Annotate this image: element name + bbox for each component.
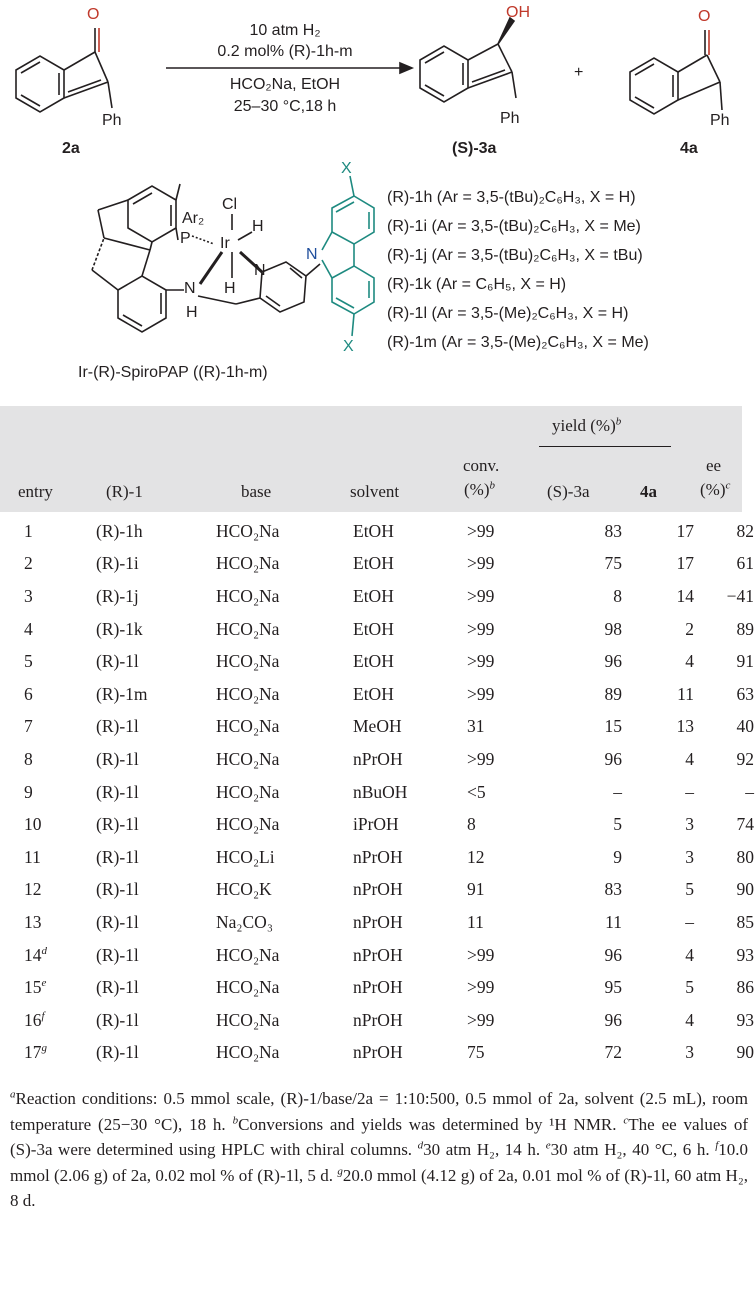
yield-4a-cell: 4 (685, 651, 694, 672)
ee-cell: 93 (736, 1009, 754, 1030)
product-benzene-ring (420, 46, 468, 102)
table-row (0, 776, 754, 809)
solvent-cell: EtOH (353, 683, 394, 704)
base-header: base (241, 482, 272, 501)
table-row (0, 906, 754, 939)
iridium-label: Ir (220, 235, 230, 252)
entry-cell: 13 (24, 911, 42, 932)
product-ph-label: Ph (500, 110, 520, 127)
ee-cell: 61 (736, 553, 754, 574)
entry-cell: 2 (24, 553, 33, 574)
catalyst-cell: (R)-1l (96, 781, 139, 802)
catalyst-lower-aryl (118, 276, 166, 332)
byproduct-ph-label: Ph (710, 112, 730, 129)
hydride-label-1: H (252, 218, 264, 235)
solvent-cell: nPrOH (353, 846, 403, 867)
catalyst-cell: (R)-1l (96, 716, 139, 737)
yield-3a-cell: 11 (605, 911, 622, 932)
pyridine-ring (260, 262, 306, 312)
entry-cell: 17$^g$ (24, 1042, 47, 1063)
yield-3a-cell: 96 (604, 748, 622, 769)
ee-unit-header: (%)$^c$ (700, 479, 731, 499)
base-cell: HCO₂K (216, 879, 272, 900)
catalyst-cell: (R)-1k (96, 618, 143, 639)
yield-3a-cell: 96 (604, 1009, 622, 1030)
ee-cell: 91 (736, 651, 754, 672)
conversion-cell: 8 (467, 814, 476, 835)
hydroxyl-label: OH (506, 4, 530, 21)
entry-cell: 10 (24, 814, 42, 835)
solvent-cell: EtOH (353, 618, 394, 639)
ee-cell: 93 (736, 944, 754, 965)
entry-header: entry (18, 482, 53, 501)
ee-cell: – (745, 781, 754, 802)
reaction-scheme (0, 0, 756, 400)
catalyst-variant: (R)-1m (Ar = 3,5-(Me)₂C₆H₃, X = Me) (387, 334, 649, 351)
hydride-label-2: H (224, 280, 236, 297)
chloride-label: Cl (222, 196, 238, 213)
entry-cell: 11 (24, 846, 41, 867)
yield-3a-cell: 75 (604, 553, 622, 574)
base-cell: HCO₂Na (216, 585, 280, 606)
base-cell: HCO₂Li (216, 846, 275, 867)
catalyst-upper-aryl (128, 186, 176, 242)
table-row (0, 1004, 754, 1037)
yield-4a-cell: 3 (685, 846, 694, 867)
table-row (0, 645, 754, 678)
table-row (0, 580, 754, 613)
ee-cell: 40 (736, 716, 754, 737)
yield-4a-cell: – (685, 911, 694, 932)
footnote-c: $^c$The ee values of (S)-3a were determined using HPLC with chiral columns. (10, 1113, 749, 1159)
entry-cell: 1 (24, 520, 33, 541)
results-table (0, 515, 754, 1069)
base-cell: HCO₂Na (216, 716, 280, 737)
catalyst-variant: (R)-1i (Ar = 3,5-(tBu)₂C₆H₃, X = Me) (387, 218, 641, 235)
entry-cell: 14$^d$ (24, 944, 47, 965)
conversion-cell: >99 (467, 585, 495, 606)
base-cell: HCO₂Na (216, 1042, 280, 1063)
footnote-d: $^d$30 atm H₂, 14 h. (417, 1139, 541, 1159)
base-cell: HCO₂Na (216, 651, 280, 672)
table-row (0, 678, 754, 711)
conversion-cell: >99 (467, 553, 495, 574)
solvent-cell: nPrOH (353, 879, 403, 900)
yield-4a-cell: 4 (685, 1009, 694, 1030)
ee-cell: 90 (736, 879, 754, 900)
byproduct-oxygen-label: O (698, 8, 711, 25)
conversion-cell: 75 (467, 1042, 485, 1063)
yield-4a-cell: 3 (685, 814, 694, 835)
entry-cell: 3 (24, 585, 33, 606)
conversion-cell: >99 (467, 651, 495, 672)
yield-4a-cell: 4 (685, 748, 694, 769)
catalyst-cell: (R)-1m (96, 683, 148, 704)
entry-cell: 12 (24, 879, 42, 900)
byproduct-benzene-ring (630, 58, 678, 114)
footnote-f: $^f$10.0 mmol (2.06 g) of 2a, 0.02 mol % of (R)-1l, 5 d. (10, 1139, 748, 1185)
catalyst-cell: (R)-1l (96, 944, 139, 965)
yield-4a-cell: 13 (676, 716, 694, 737)
substrate-benzene-ring (16, 56, 64, 112)
yield-3a-cell: 72 (604, 1042, 622, 1063)
ee-cell: 82 (736, 520, 754, 541)
table-row (0, 711, 754, 744)
solvent-cell: EtOH (353, 520, 394, 541)
solvent-cell: nPrOH (353, 1009, 403, 1030)
catalyst-variant: (R)-1j (Ar = 3,5-(tBu)₂C₆H₃, X = tBu) (387, 247, 643, 264)
yield-4a-cell: – (685, 781, 694, 802)
carbazole-n-label: N (306, 246, 318, 263)
ee-cell: 85 (736, 911, 754, 932)
table-row (0, 841, 754, 874)
solvent-cell: EtOH (353, 585, 394, 606)
solvent-header: solvent (350, 482, 400, 501)
ar2-label: Ar₂ (182, 210, 205, 227)
yield-3a-cell: 96 (604, 651, 622, 672)
entry-cell: 8 (24, 748, 33, 769)
base-cell: HCO₂Na (216, 944, 280, 965)
yield-3a-cell: 95 (604, 977, 622, 998)
yield-3a-cell: 8 (613, 585, 622, 606)
table-row (0, 939, 754, 972)
ee-cell: 92 (736, 748, 754, 769)
conversion-cell: >99 (467, 944, 495, 965)
product-label: (S)-3a (452, 140, 497, 157)
catalyst-cell: (R)-1i (96, 553, 139, 574)
table-row (0, 548, 754, 581)
ketone-oxygen-label: O (87, 6, 100, 23)
yield-4a-cell: 17 (676, 520, 694, 541)
conversion-cell: >99 (467, 748, 495, 769)
catalyst-cell: (R)-1h (96, 520, 143, 541)
condition-catalyst: 0.2 mol% (R)-1h-m (217, 43, 353, 60)
footnote-e: $^e$30 atm H₂, 40 °C, 6 h. (545, 1139, 710, 1159)
catalyst-variant: (R)-1k (Ar = C₆H₅, X = H) (387, 276, 567, 293)
conversion-cell: >99 (467, 520, 495, 541)
entry-cell: 16$^f$ (24, 1009, 45, 1030)
entry-cell: 15e (24, 977, 47, 998)
catalyst-cell: (R)-1l (96, 748, 139, 769)
yield-header-rule (539, 446, 671, 447)
product-3a-header: (S)-3a (547, 482, 590, 501)
table-row (0, 1037, 754, 1070)
conversion-cell: 11 (467, 911, 484, 932)
catalyst-cell: (R)-1l (96, 1009, 139, 1030)
ee-cell: 90 (736, 1042, 754, 1063)
conversion-cell: >99 (467, 977, 495, 998)
pyridine-n-label: N (254, 262, 266, 279)
product-4a-header: 4a (640, 482, 657, 501)
entry-footnote-marker: f (41, 1009, 45, 1022)
base-cell: HCO₂Na (216, 520, 280, 541)
yield-3a-cell: 96 (604, 944, 622, 965)
solvent-cell: nPrOH (353, 977, 403, 998)
catalyst-name: Ir-(R)-SpiroPAP ((R)-1h-m) (78, 364, 268, 381)
yield-4a-cell: 2 (685, 618, 694, 639)
entry-footnote-marker: g (41, 1042, 47, 1055)
yield-3a-cell: 5 (613, 814, 622, 835)
solvent-cell: MeOH (353, 716, 402, 737)
yield-4a-cell: 11 (677, 683, 694, 704)
yield-header: yield (%)$^b$ (552, 415, 622, 435)
base-cell: HCO₂Na (216, 748, 280, 769)
yield-4a-cell: 14 (676, 585, 694, 606)
yield-3a-cell: 83 (604, 879, 622, 900)
footnote-g: $^g$20.0 mmol (4.12 g) of 2a, 0.01 mol % of (R)-1l, 60 atm H₂, 8 d. (10, 1164, 748, 1210)
solvent-cell: EtOH (353, 553, 394, 574)
catalyst-cell: (R)-1l (96, 814, 139, 835)
substrate-ph-label: Ph (102, 112, 122, 129)
conversion-cell: 12 (467, 846, 485, 867)
entry-cell: 7 (24, 716, 33, 737)
ee-cell: 80 (736, 846, 754, 867)
base-cell: HCO₂Na (216, 618, 280, 639)
solvent-cell: nPrOH (353, 1042, 403, 1063)
table-row (0, 874, 754, 907)
catalyst-header: (R)-1 (106, 482, 143, 501)
ee-cell: −41 (726, 585, 754, 606)
ee-cell: 86 (736, 977, 754, 998)
yield-4a-cell: 3 (685, 1042, 694, 1063)
conversion-cell: >99 (467, 618, 495, 639)
amine-n-label: N (184, 280, 196, 297)
ee-cell: 74 (736, 814, 754, 835)
substrate-label: 2a (62, 140, 80, 157)
catalyst-cell: (R)-1l (96, 977, 139, 998)
entry-cell: 9 (24, 781, 33, 802)
footnote-a: $^a$Reaction conditions: 0.5 mmol scale, (R)-1/base/2a = 1:10:500, 0.5 mmol of 2a, solvent (2.5 mL), room temperature (25−30 °C), 18 h. (10, 1088, 748, 1134)
catalyst-cell: (R)-1l (96, 1042, 139, 1063)
catalyst-variant: (R)-1l (Ar = 3,5-(Me)₂C₆H₃, X = H) (387, 305, 629, 322)
conversion-cell: >99 (467, 683, 495, 704)
base-cell: HCO₂Na (216, 1009, 280, 1030)
yield-4a-cell: 5 (685, 879, 694, 900)
solvent-cell: iPrOH (353, 814, 399, 835)
yield-3a-cell: 9 (613, 846, 622, 867)
conversion-cell: 31 (467, 716, 485, 737)
table-row (0, 743, 754, 776)
catalyst-cell: (R)-1l (96, 911, 139, 932)
catalyst-cell: (R)-1j (96, 585, 139, 606)
solvent-cell: nBuOH (353, 781, 408, 802)
entry-footnote-marker: d (41, 944, 47, 957)
yield-3a-cell: 83 (604, 520, 622, 541)
conversion-cell: <5 (467, 781, 486, 802)
amine-h-label: H (186, 304, 198, 321)
entry-cell: 4 (24, 618, 33, 639)
yield-3a-cell: 98 (604, 618, 622, 639)
catalyst-variant: (R)-1h (Ar = 3,5-(tBu)₂C₆H₃, X = H) (387, 189, 636, 206)
yield-3a-cell: 89 (604, 683, 622, 704)
base-cell: HCO₂Na (216, 553, 280, 574)
conversion-cell: >99 (467, 1009, 495, 1030)
conv-header: conv. (463, 456, 500, 475)
catalyst-cell: (R)-1l (96, 651, 139, 672)
byproduct-label: 4a (680, 140, 698, 157)
table-row (0, 515, 754, 548)
table-row (0, 971, 754, 1004)
condition-temperature-time: 25–30 °C,18 h (233, 98, 337, 115)
yield-4a-cell: 5 (685, 977, 694, 998)
table-footnotes (10, 1086, 748, 1214)
base-cell: HCO₂Na (216, 683, 280, 704)
table-row (0, 613, 754, 646)
base-cell: HCO₂Na (216, 781, 280, 802)
solvent-cell: EtOH (353, 651, 394, 672)
conv-unit-header: (%)$^b$ (464, 479, 495, 499)
footnote-b: $^b$Conversions and yields was determined by ¹H NMR. (232, 1113, 617, 1134)
conversion-cell: 91 (467, 879, 485, 900)
yield-4a-cell: 4 (685, 944, 694, 965)
catalyst-cell: (R)-1l (96, 846, 139, 867)
plus-sign: + (574, 64, 584, 81)
base-cell: HCO₂Na (216, 977, 280, 998)
yield-3a-cell: – (613, 781, 622, 802)
carbazole-x-bottom: X (343, 338, 354, 355)
base-cell: Na₂CO₃ (216, 911, 273, 932)
catalyst-cell: (R)-1l (96, 879, 139, 900)
condition-base-solvent: HCO₂Na, EtOH (229, 76, 341, 93)
solvent-cell: nPrOH (353, 944, 403, 965)
table-row (0, 808, 754, 841)
base-cell: HCO₂Na (216, 814, 280, 835)
entry-cell: 5 (24, 651, 33, 672)
carbazole-x-top: X (341, 160, 352, 177)
catalyst-variant-list (387, 183, 649, 357)
yield-4a-cell: 17 (676, 553, 694, 574)
ee-header: ee (706, 456, 722, 475)
ee-cell: 89 (736, 618, 754, 639)
entry-footnote-marker: e (41, 977, 47, 990)
carbazole-unit (322, 176, 374, 336)
solvent-cell: nPrOH (353, 911, 403, 932)
phosphorus-label: P (180, 230, 191, 247)
condition-h2: 10 atm H₂ (249, 22, 321, 39)
ee-cell: 63 (736, 683, 754, 704)
entry-cell: 6 (24, 683, 33, 704)
solvent-cell: nPrOH (353, 748, 403, 769)
yield-3a-cell: 15 (604, 716, 622, 737)
